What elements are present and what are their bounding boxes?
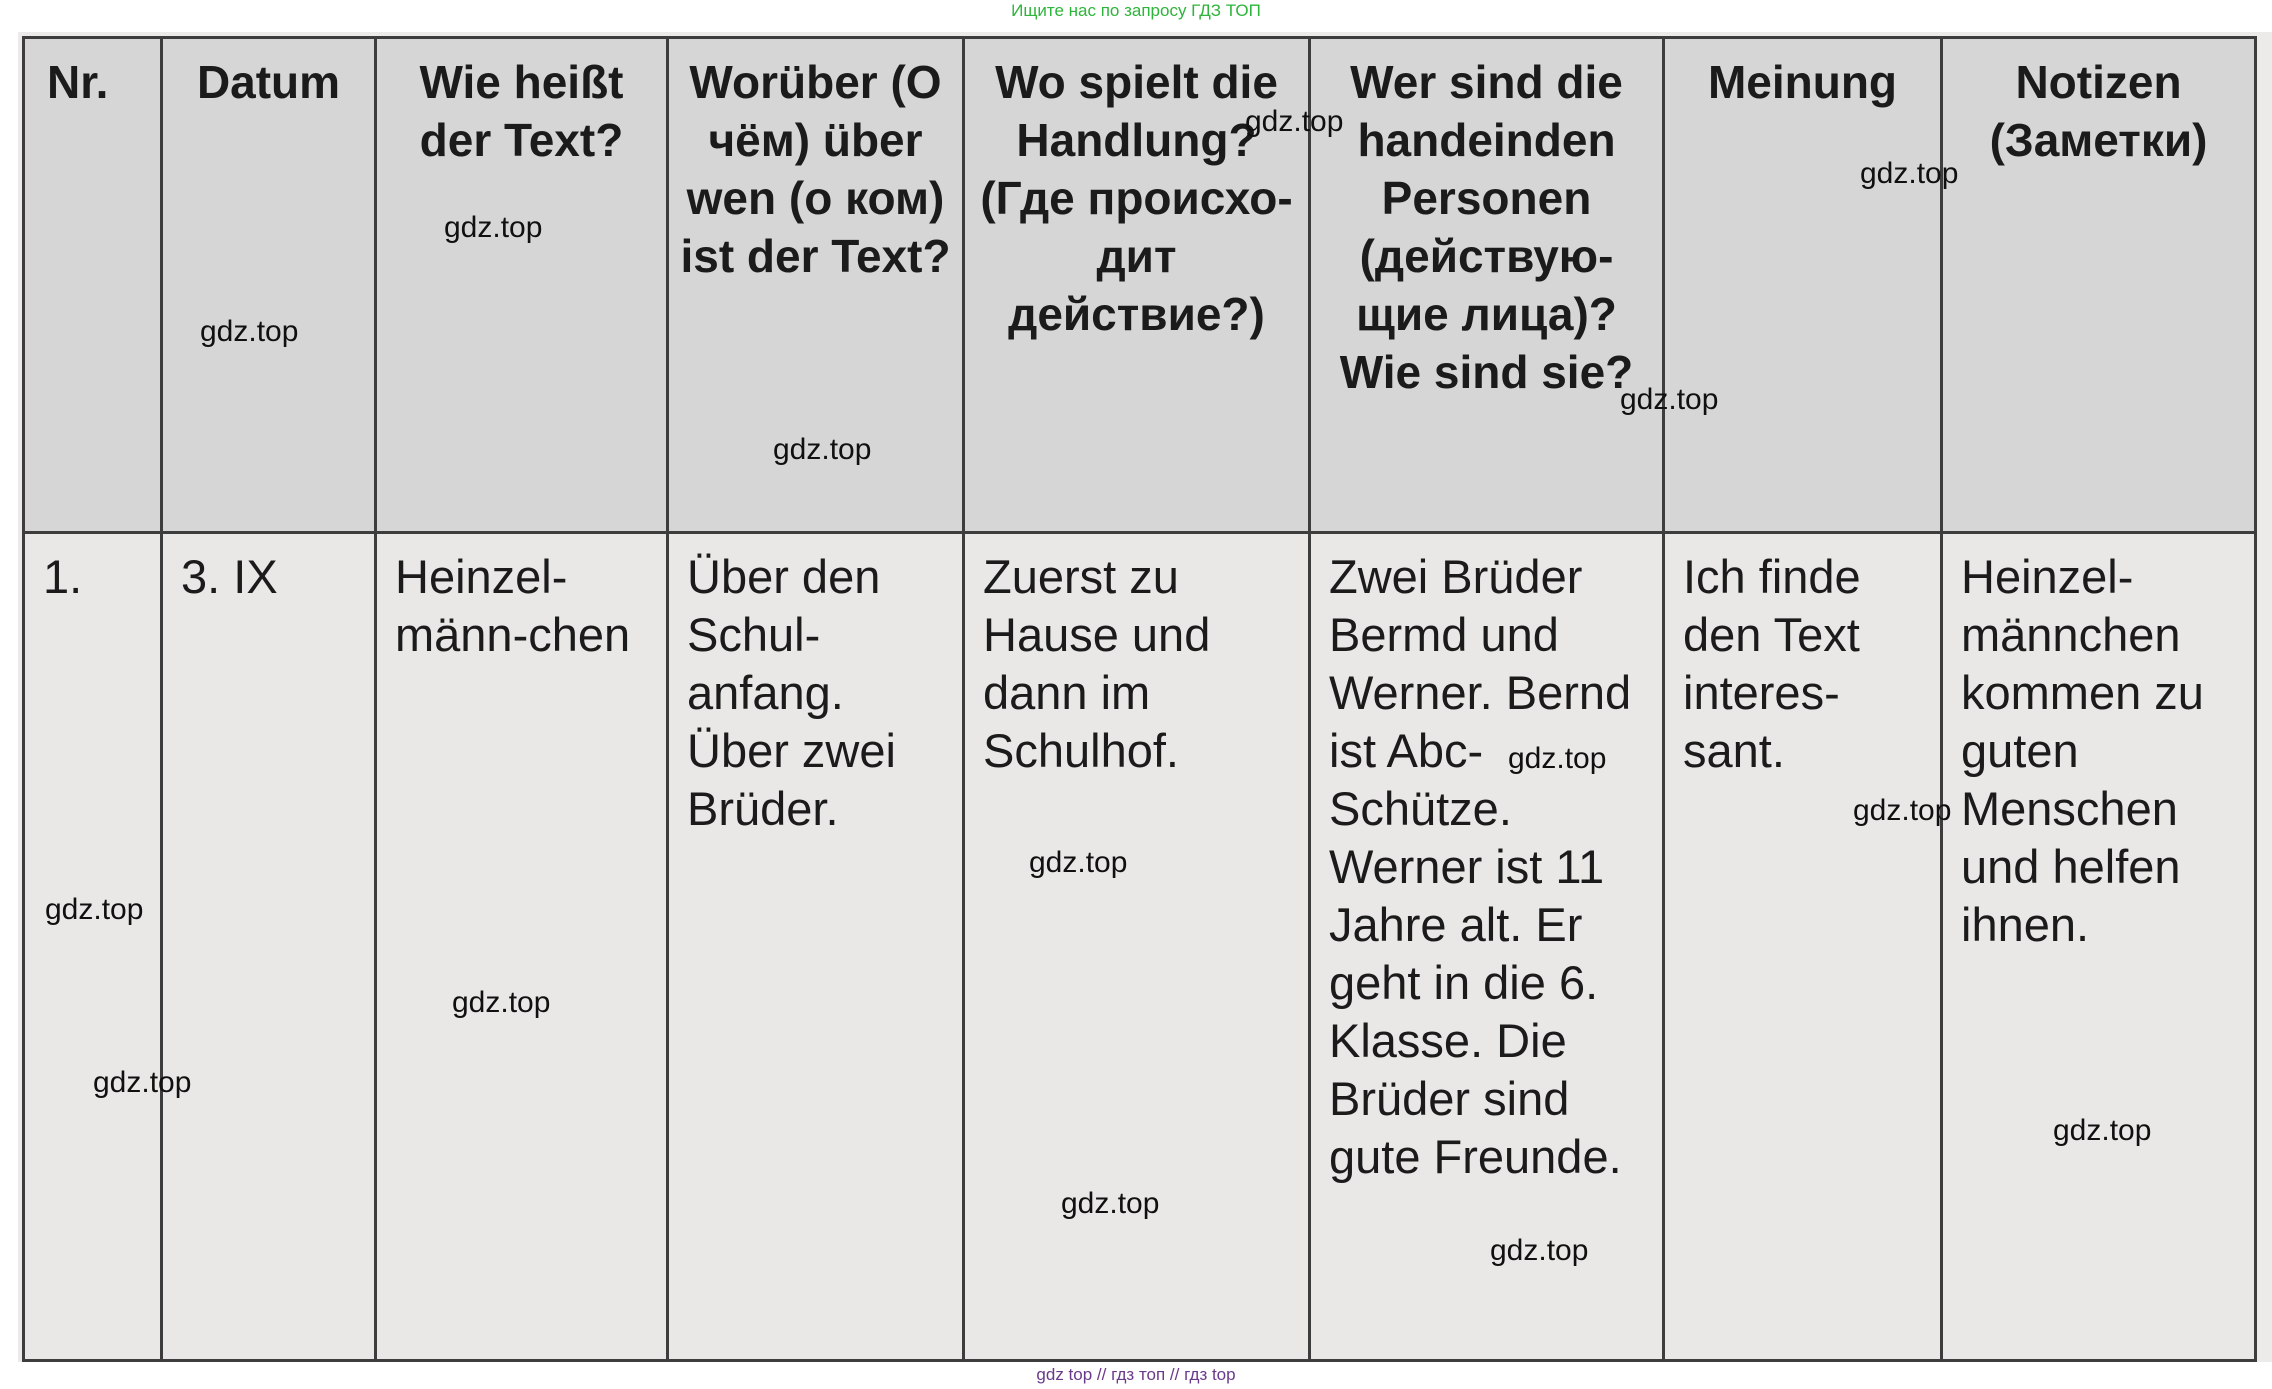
watermark: gdz.top <box>1245 105 1344 138</box>
header-opinion: Meinung <box>1664 38 1942 533</box>
reading-log-table <box>22 36 2257 1362</box>
cell-opinion: Ich finde den Text interes-sant. <box>1664 533 1942 1361</box>
watermark: gdz.top <box>1508 742 1607 775</box>
watermark: gdz.top <box>1029 846 1128 879</box>
cell-datum: 3. IX <box>162 533 376 1361</box>
watermark: gdz.top <box>2053 1114 2152 1147</box>
header-datum: Datum <box>162 38 376 533</box>
cell-notes: Heinzel-männchen kommen zu guten Menschen und helfen ihnen. <box>1942 533 2256 1361</box>
watermark: gdz.top <box>444 211 543 244</box>
cell-setting: Zuerst zu Hause und dann im Schulhof. <box>964 533 1310 1361</box>
header-setting: Wo spielt die Handlung? (Где происхо-дит действие?) <box>964 38 1310 533</box>
header-about: Worüber (О чём) über wen (о ком) ist der Text? <box>668 38 964 533</box>
top-banner[interactable]: Ищите нас по запросу ГДЗ ТОП <box>1011 1 1261 20</box>
cell-persons: Zwei Brüder Bermd und Werner. Bernd ist Abc-Schütze. Werner ist 11 Jahre alt. Er geht in die 6. Klasse. Die Brüder sind gute Freunde. <box>1310 533 1664 1361</box>
reading-log-scan <box>18 32 2272 1362</box>
cell-title: Heinzel-männ-chen <box>376 533 668 1361</box>
cell-about: Über den Schul-anfang. Über zwei Brüder. <box>668 533 964 1361</box>
table-row <box>24 533 2256 1361</box>
watermark: gdz.top <box>1490 1234 1589 1267</box>
header-nr: Nr. <box>24 38 162 533</box>
watermark: gdz.top <box>45 893 144 926</box>
watermark: gdz.top <box>452 986 551 1019</box>
watermark: gdz.top <box>1061 1187 1160 1220</box>
bottom-banner[interactable]: gdz top // гдз топ // гдз top <box>1036 1365 1236 1384</box>
header-notes: Notizen (Заметки) <box>1942 38 2256 533</box>
watermark: gdz.top <box>1860 157 1959 190</box>
watermark: gdz.top <box>1853 794 1952 827</box>
watermark: gdz.top <box>773 433 872 466</box>
watermark: gdz.top <box>1620 383 1719 416</box>
header-title: Wie heißt der Text? <box>376 38 668 533</box>
header-row <box>24 38 2256 533</box>
cell-nr: 1. <box>24 533 162 1361</box>
watermark: gdz.top <box>200 315 299 348</box>
header-persons: Wer sind die handeinden Personen (действую-щие лица)? Wie sind sie? <box>1310 38 1664 533</box>
watermark: gdz.top <box>93 1066 192 1099</box>
